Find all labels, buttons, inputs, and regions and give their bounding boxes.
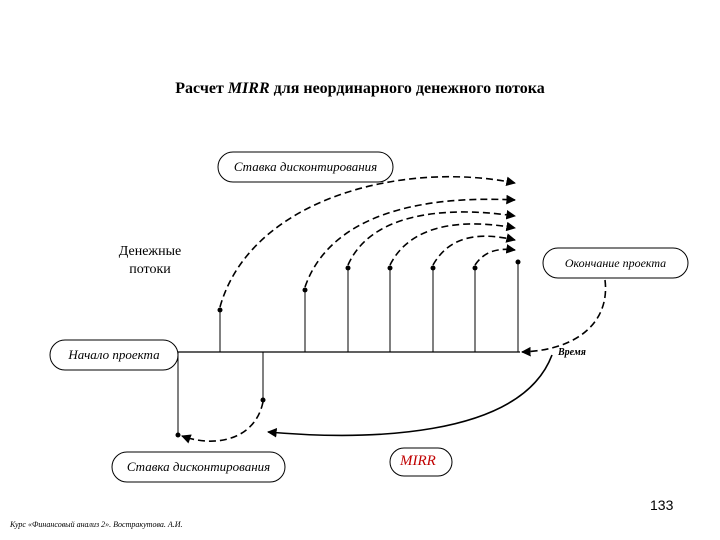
compounding-arcs [182, 177, 606, 441]
compounding-arc [348, 212, 515, 265]
project-start-label: Начало проекта [68, 347, 160, 362]
page-title: Расчет MIRR для неординарного денежного потока [175, 80, 545, 97]
time-label: Время [558, 347, 586, 358]
cash-flows-label: Денежные потоки [118, 244, 182, 277]
cash-flow-dot [303, 288, 308, 293]
page-number: 133 [650, 497, 674, 513]
cash-flow-bars [220, 262, 518, 400]
project-end-label: Окончание проекта [564, 256, 667, 270]
end-to-time-arc [522, 280, 606, 352]
mirr-arc [268, 355, 552, 435]
start-dot [176, 433, 181, 438]
cash-flow-dot [388, 266, 393, 271]
compounding-arc [433, 236, 515, 265]
footer-text: Курс «Финансовый анализ 2». Востракутова. А.И. [10, 520, 183, 529]
cash-flow-dot [473, 266, 478, 271]
cash-flow-dot [516, 260, 521, 265]
mirr-label: MIRR [400, 453, 436, 469]
cash-flow-dot [431, 266, 436, 271]
negative-flow-dot [261, 398, 266, 403]
compounding-arc [475, 249, 515, 265]
discount-rate-top-label: Ставка дисконтирования [233, 159, 378, 174]
discount-arc [182, 402, 263, 441]
cash-flow-dot [346, 266, 351, 271]
compounding-arc [220, 177, 515, 307]
discount-rate-bottom-label: Ставка дисконтирования [126, 459, 271, 474]
cash-flow-dot [218, 308, 223, 313]
